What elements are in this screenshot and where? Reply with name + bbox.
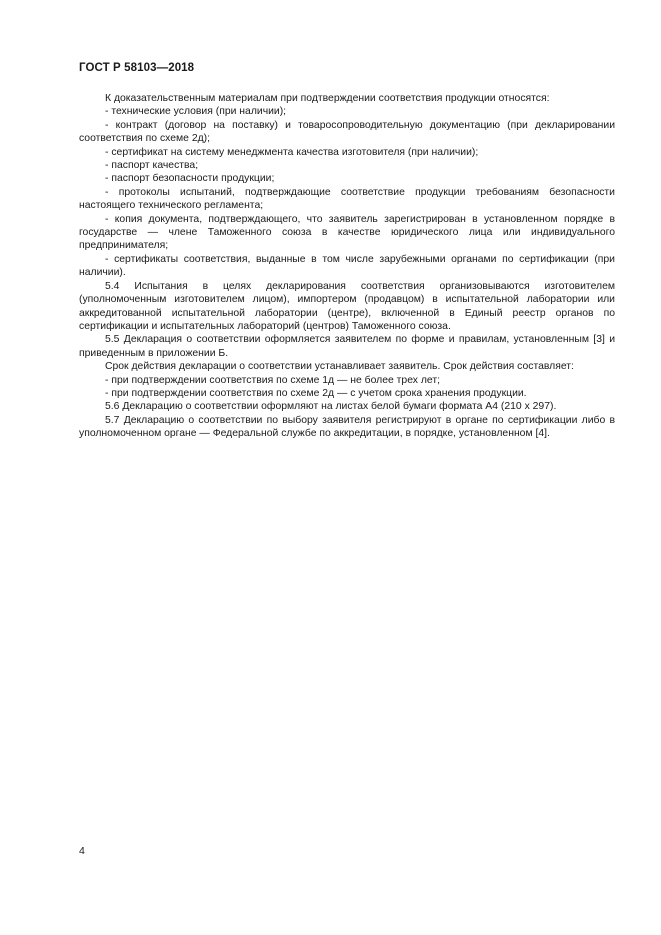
page-number: 4: [79, 845, 85, 857]
list-item-scheme-1d: - при подтверждении соответствия по схеме 1д — не более трех лет;: [105, 374, 440, 386]
clause-5-7: 5.7 Декларацию о соответствии по выбору заявителя регистрируют в органе по сертификации либо в уполномоченном органе — Федеральной службе по аккредитации, в порядке, установленном [4].: [79, 414, 615, 440]
paragraph-validity-period: Срок действия декларации о соответствии устанавливает заявитель. Срок действия составляет:: [105, 361, 574, 373]
list-item-contract: - контракт (договор на поставку) и товаросопроводительную документацию (при декларировании соответствия по схеме 2д);: [79, 119, 615, 145]
paragraph-evidence-intro: К доказательственным материалам при подтверждении соответствия продукции относятся:: [105, 93, 550, 104]
clause-5-6: 5.6 Декларацию о соответствии оформляют на листах белой бумаги формата А4 (210 x 297).: [105, 401, 557, 413]
document-header: ГОСТ Р 58103—2018: [79, 62, 195, 74]
list-item-technical-conditions: - технические условия (при наличии);: [105, 106, 287, 118]
list-item-test-reports: - протоколы испытаний, подтверждающие соответствие продукции требованиям безопасности настоящего технического регламента;: [79, 186, 615, 212]
clause-5-5: 5.5 Декларация о соответствии оформляется заявителем по форме и правилам, установленным [3] и приведенным в приложении Б.: [79, 334, 615, 359]
list-item-quality-passport: - паспорт качества;: [105, 160, 199, 172]
clause-5-4: 5.4 Испытания в целях декларирования соответствия организовываются изготовителем (уполномоченным изготовителем лицом), импортером (продавцом) в испытательной лаборатории или аккредитованной испытательной лаборатории (центре), включенной в Единый реестр органов по сертификации и испытательных лабораторий (центров) Таможенного союза.: [79, 280, 615, 332]
list-item-qms-certificate: - сертификат на систему менеджмента качества изготовителя (при наличии);: [105, 146, 479, 158]
list-item-conformity-certificates: - сертификаты соответствия, выданные в том числе зарубежными органами по сертификации (при наличии).: [79, 253, 615, 279]
list-item-scheme-2d: - при подтверждении соответствия по схеме 2д — с учетом срока хранения продукции.: [105, 387, 527, 399]
list-item-registration-copy: - копия документа, подтверждающего, что заявитель зарегистрирован в установленном порядке в государстве — члене Таможенного союза в качестве юридического лица или индивидуального предпринимателя;: [79, 213, 615, 252]
document-body: [79, 92, 615, 441]
list-item-safety-passport: - паспорт безопасности продукции;: [105, 173, 275, 185]
